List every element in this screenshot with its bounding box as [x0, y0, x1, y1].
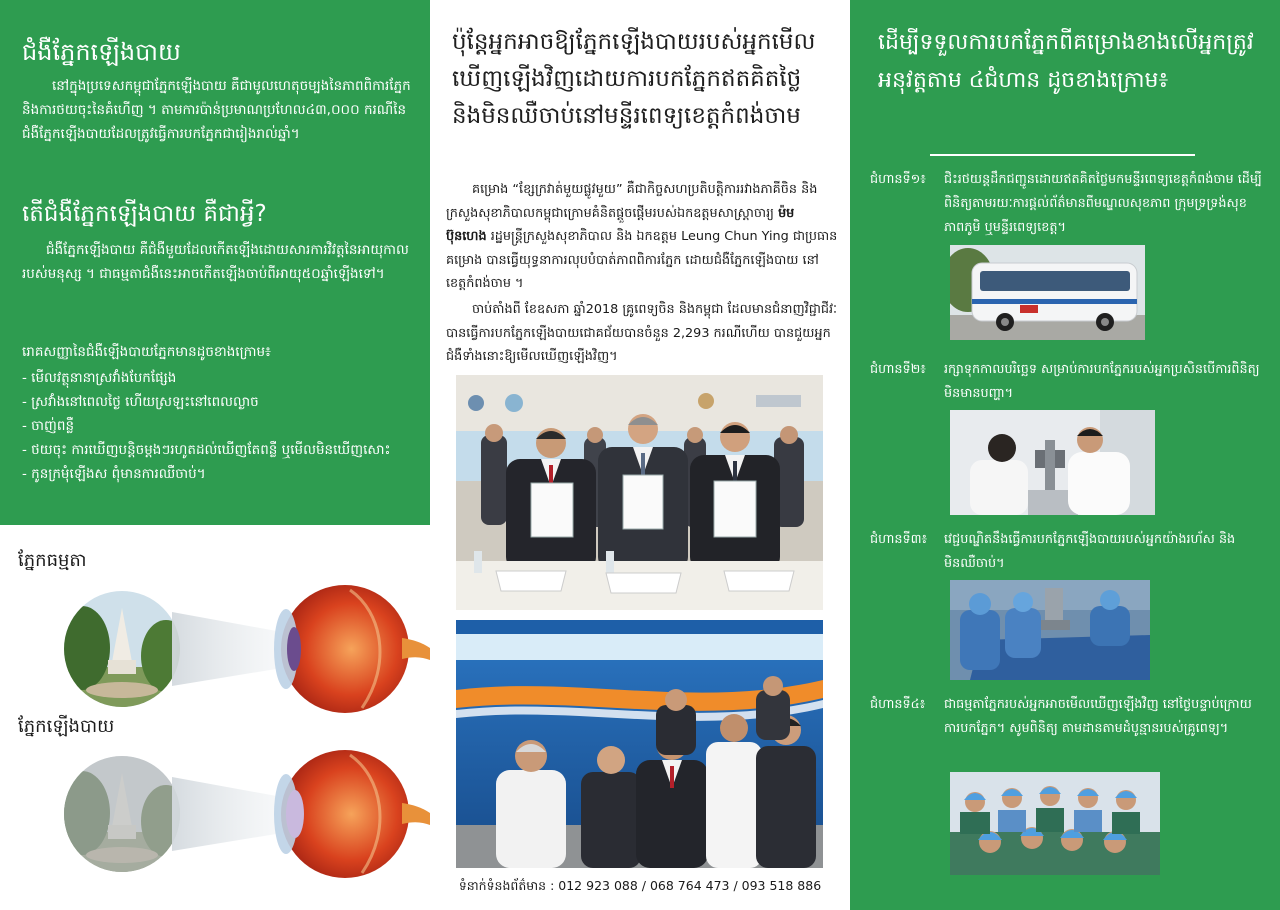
- step-label: ជំហានទី២៖: [870, 362, 926, 377]
- project-headline: ប៉ុន្តែអ្នកអាចឱ្យភ្នែកឡើងបាយរបស់អ្នកមើលឃើញឡើងវិញដោយការបកភ្នែកឥតគិតថ្លៃ និងមិនឈឺចាប់នៅមន្ទីរពេទ្យខេត្តកំពង់ចាម: [452, 29, 816, 129]
- step-text: វេជ្ជបណ្ឌិតនឹងធ្វើការបកភ្នែកឡើងបាយរបស់អ្នកយ៉ាងរហ័ស និងមិនឈឺចាប់។: [944, 532, 1236, 571]
- cataract-eye-label: ភ្នែកឡើងបាយ: [18, 716, 115, 737]
- project-description: [446, 178, 838, 296]
- symptom-item: - មើលវត្ថុនានាស្រវាំងបែកផ្សែង: [22, 370, 177, 386]
- what-is-cataract-text: ជំងឺភ្នែកឡើងបាយ គឺជំងឺមួយដែលកើតឡើងដោយសារការវិវត្តនៃអាយុកាលរបស់មនុស្ស ។ ជាធម្មតាជំងឺនេះអាចកើតឡើងចាប់ពីអាយុ៥០ឆ្នាំឡើងទៅ។: [22, 242, 409, 282]
- symptom-item: - ចាញ់ពន្លឺ: [22, 418, 75, 434]
- surgery-photo: [950, 580, 1150, 680]
- cloudy-lens: [286, 790, 304, 838]
- normal-eye-label: ភ្នែកធម្មតា: [18, 550, 87, 571]
- steps-title: ដើម្បីទទួលការបកភ្នែកពីគម្រោងខាងលើអ្នកត្រូវអនុវត្តតាម ៤ជំហាន ដូចខាងក្រោម៖: [878, 30, 1254, 93]
- symptoms-list: [22, 366, 414, 516]
- step-label: ជំហានទី៣៖: [870, 532, 928, 547]
- minister-name: ម៉ម ប៊ុនហេង: [446, 205, 795, 244]
- eye-examination-photo: [950, 410, 1155, 515]
- symptoms-heading: រោគសញ្ញានៃជំងឺឡើងបាយភ្នែកមានដូចខាងក្រោម៖: [22, 344, 271, 360]
- step-label: ជំហានទី១៖: [870, 172, 926, 187]
- eye-comparison-section: [0, 525, 430, 910]
- cataract-title: ជំងឺភ្នែកឡើងបាយ: [22, 38, 181, 66]
- title-divider: [930, 154, 1195, 156]
- step-3: [870, 528, 1265, 578]
- step-2: [870, 358, 1265, 408]
- step-text: រក្សាទុកកាលបរិច្ឆេទ សម្រាប់ការបកភ្នែករបស់អ្នកប្រសិនបើការពិនិត្យមិនមានបញ្ហា។: [944, 362, 1260, 401]
- what-is-cataract-heading: តើជំងឺភ្នែកឡើងបាយ គឺជាអ្វី?: [22, 201, 267, 227]
- medical-team-photo: [950, 772, 1160, 875]
- normal-eye-diagram: [50, 582, 430, 717]
- project-description-part2: រដ្ឋមន្ត្រីក្រសួងសុខាភិបាល និង ឯកឧត្តម Leung Chun Ying ជាប្រធានគម្រោង បានធ្វើយុទ្ធនាការលុបបំបាត់ភាពពិការភ្នែក ដោយជំងឺភ្នែកឡើងបាយ នៅខេត្តកំពង់ចាម ។: [446, 229, 838, 291]
- step-1: [870, 168, 1265, 244]
- clear-scene: [54, 587, 191, 717]
- contact-phone-numbers: 012 923 088 / 068 764 473 / 093 518 886: [558, 878, 822, 893]
- project-description-part1: គម្រោង “ខ្សែក្រវាត់មួយផ្លូវមួយ” គឺជាកិច្ចសហប្រតិបត្តិការរវាងភាគីចិន និងក្រសួងសុខាភិបាលកម្ពុជាក្រោមគំនិតផ្តួចផ្តើមរបស់ឯកឧត្តមសាស្ត្រាចារ្យ: [446, 182, 818, 221]
- steps-panel: [850, 0, 1280, 910]
- step-label: ជំហានទី៤៖: [870, 697, 926, 712]
- cataract-eye-diagram: [50, 747, 430, 882]
- mobile-clinic-visit-photo: [456, 620, 823, 868]
- step-4: [870, 693, 1265, 771]
- symptom-item: - កូនក្រមុំឡើងស ពុំមានការឈឺចាប់។: [22, 466, 206, 482]
- cataract-info-panel: [0, 0, 430, 525]
- project-results-text: ចាប់តាំងពី ខែឧសភា ឆ្នាំ2018 គ្រូពេទ្យចិន និងកម្ពុជា ដែលមានជំនាញវិជ្ជាជីវៈបានធ្វើការបកភ្នែកឡើងបាយជោគជ័យបានចំនួន 2,293 ករណីហើយ បានជួយអ្នកជំងឺទាំងនោះឱ្យមើលឃើញឡើងវិញ។: [446, 302, 837, 364]
- cataract-intro-text: នៅក្នុងប្រទេសកម្ពុជាភ្នែកឡើងបាយ គឺជាមូលហេតុចម្បងនៃភាពពិការភ្នែក និងការថយចុះនៃគំហើញ ។ តាមការប៉ាន់ប្រមាណប្រហែល៤៣,០០០ ករណីនៃជំងឺភ្នែកឡើងបាយដែលត្រូវធ្វើការបកភ្នែកជារៀងរាល់ឆ្នាំ។: [22, 78, 411, 142]
- signing-ceremony-photo: [456, 375, 823, 610]
- transport-bus-photo: [950, 245, 1145, 340]
- blurred-scene: [54, 752, 191, 882]
- contact-label: ទំនាក់ទំនងព័ត៌មាន :: [458, 878, 559, 893]
- contact-info: [430, 876, 850, 896]
- symptom-item: - ថយចុះ ការឃើញបន្តិចម្តងៗរហូតដល់ឃើញតែពន្លឺ ឬមើលមិនឃើញសោះ: [22, 442, 391, 458]
- symptom-item: - ស្រវាំងនៅពេលថ្ងៃ ហើយស្រឡះនៅពេលល្ងាច: [22, 394, 259, 410]
- step-text: ជិះរថយន្តដឹកជញ្ជូនដោយឥតគិតថ្លៃមកមន្ទីរពេទ្យខេត្តកំពង់ចាម ដើម្បីពិនិត្យតាមរយៈការផ្តល់ព័ត៌មានពីមណ្ឌលសុខភាព ក្រុមទ្រទ្រង់សុខភាពភូមិ ឬមន្ទីរពេទ្យខេត្ត។: [944, 172, 1262, 235]
- project-info-panel: [430, 0, 850, 910]
- step-text: ជាធម្មតាភ្នែករបស់អ្នកអាចមើលឃើញឡើងវិញ នៅថ្ងៃបន្ទាប់ក្រោយការបកភ្នែក។ សូមពិនិត្យ តាមដានតាមដំបូន្មានរបស់គ្រូពេទ្យ។: [944, 697, 1252, 736]
